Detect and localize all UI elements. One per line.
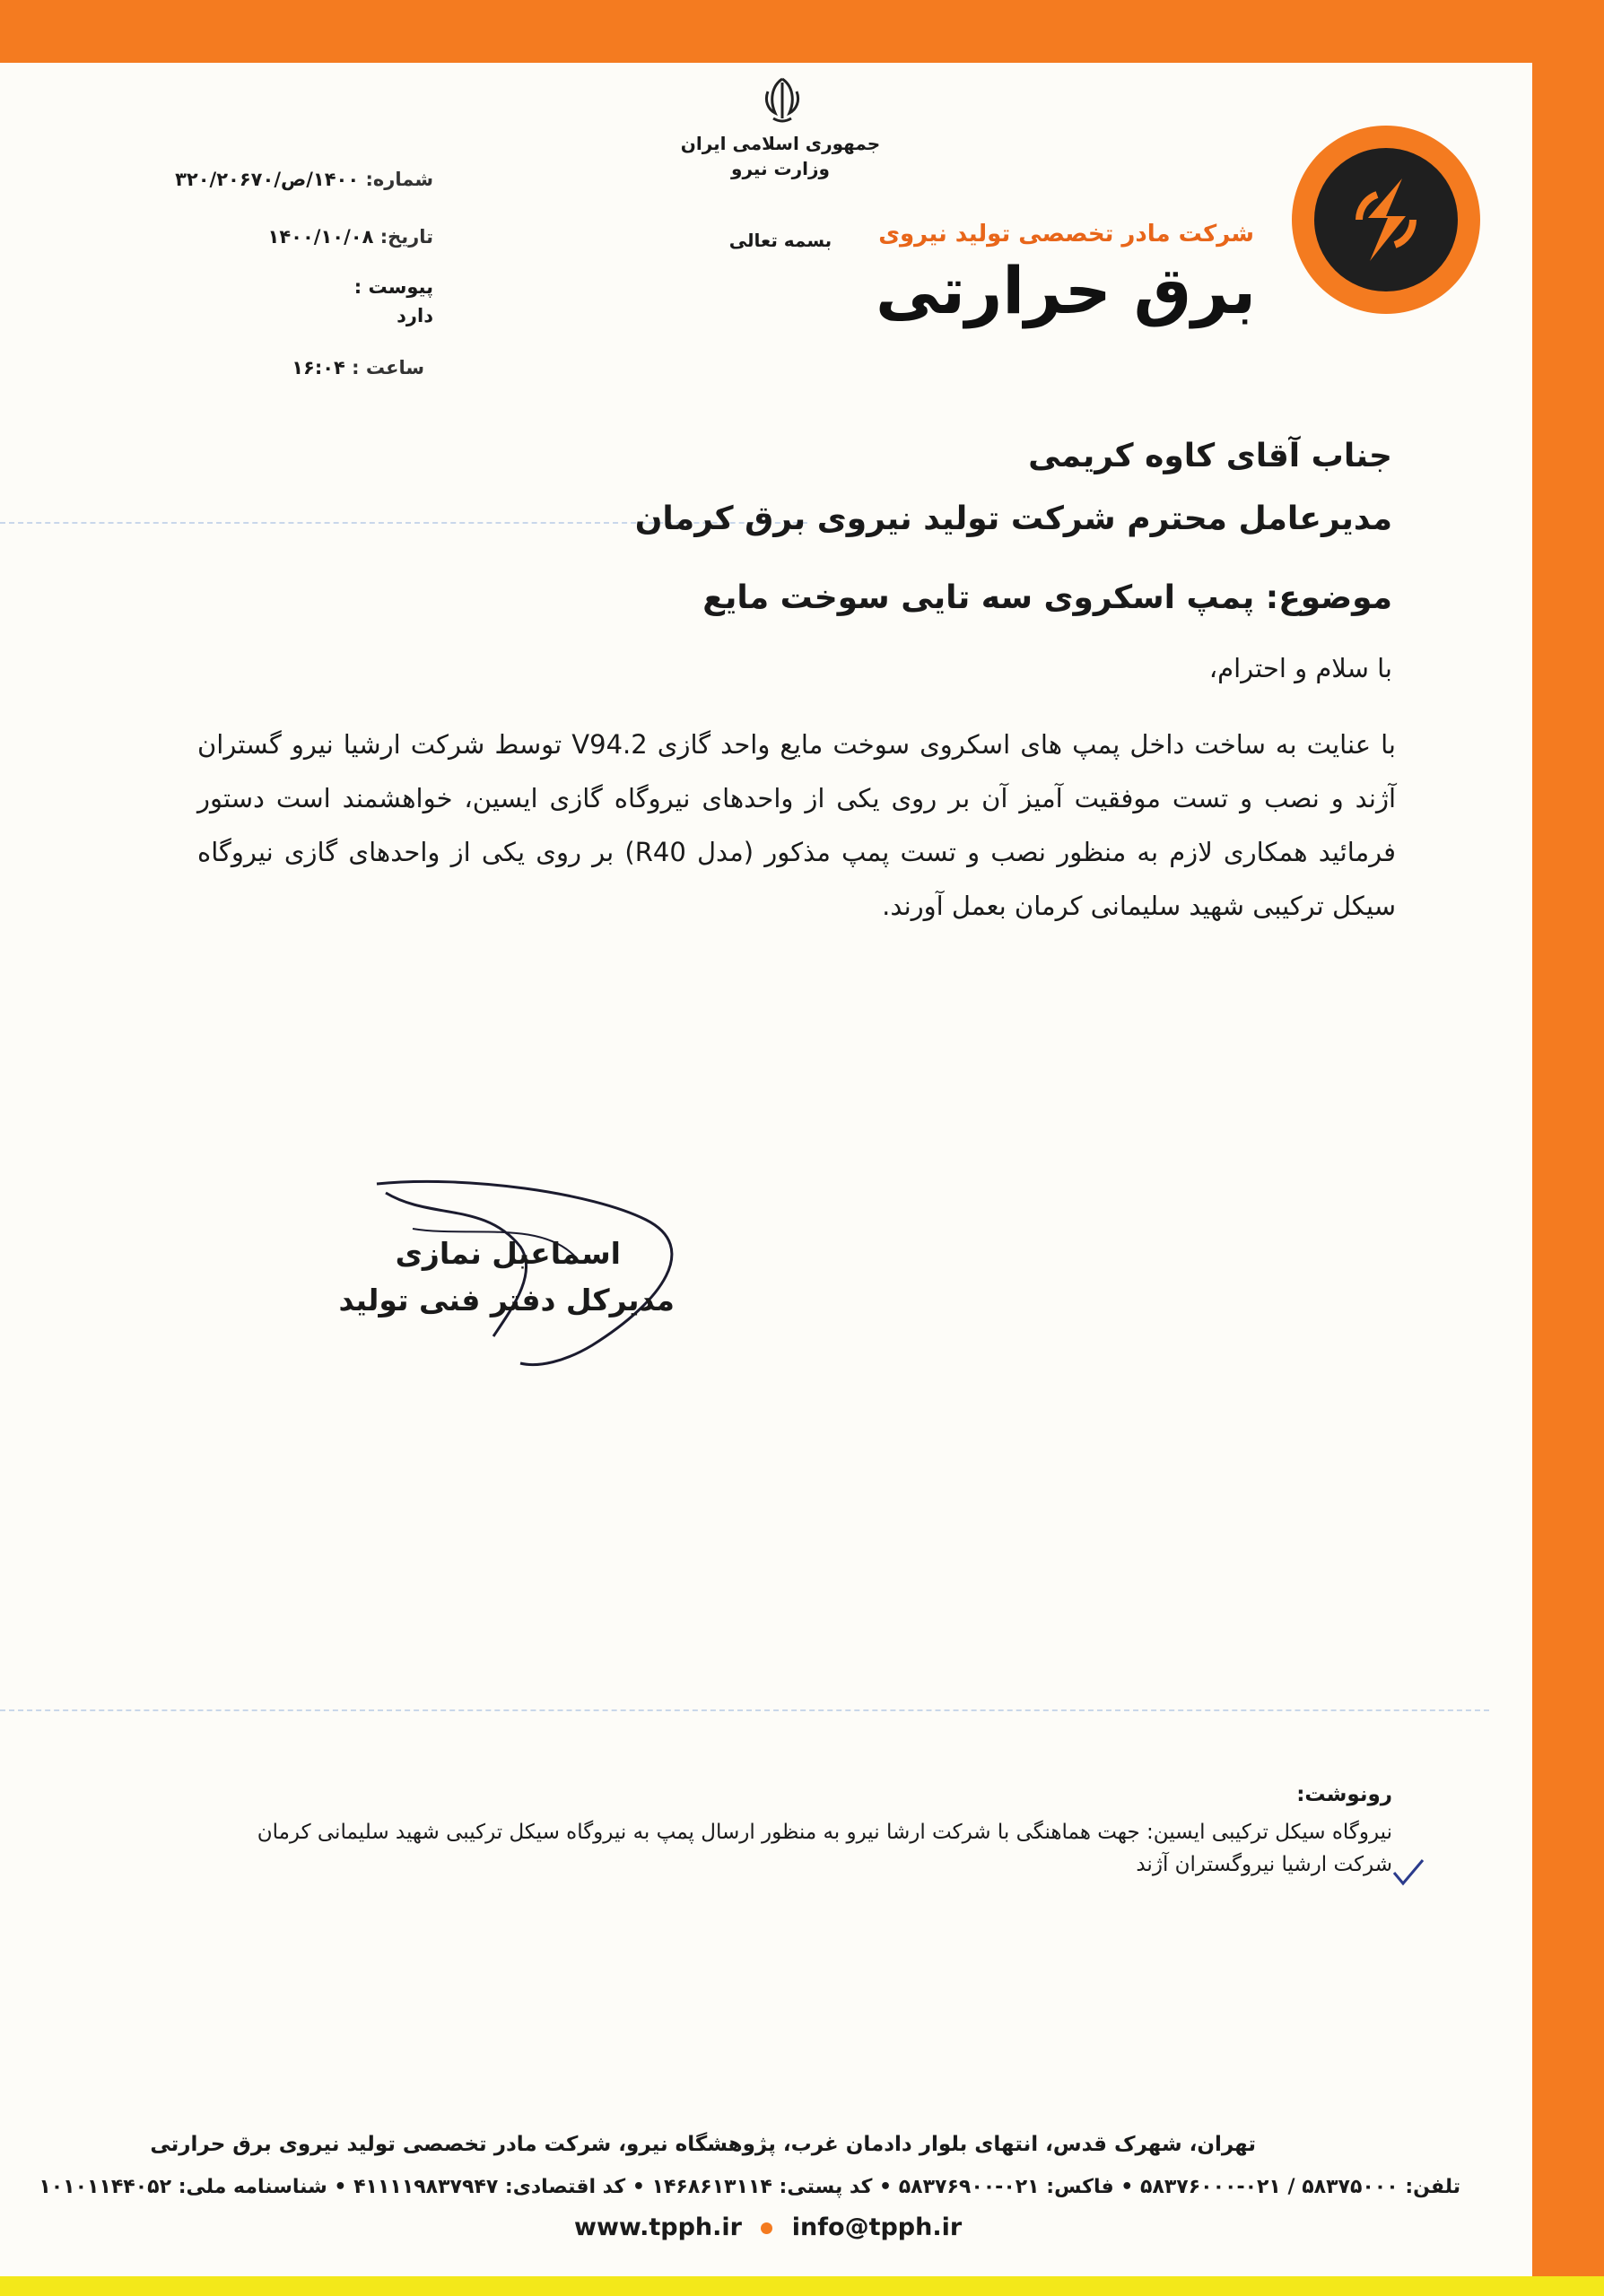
number-value: ۱۴۰۰/ص/۳۲۰/۲۰۶۷۰	[175, 169, 360, 190]
checkmark-icon	[1390, 1857, 1426, 1887]
signatory-title: مدیرکل دفتر فنی تولید	[338, 1283, 675, 1318]
iran-emblem-icon	[755, 74, 809, 127]
footer-contacts: تلفن: ۵۸۳۷۵۰۰۰ / ۰۲۱-۵۸۳۷۶۰۰۰ • فاکس: ۰۲۱-۵۸۳۷۶۹۰۰ • کد پستی: ۱۴۶۸۶۱۳۱۱۴ • کد اقتصادی: ۴۱۱۱۱۹۸۳۷۹۴۷ • شناسنامه ملی: ۱۰۱۰۱۱۴۴۰۵۲	[39, 2176, 1460, 2198]
logo-inner-disc	[1314, 148, 1458, 291]
letter-date	[268, 226, 433, 248]
footer-web	[574, 2213, 962, 2241]
addressee-position: مدیرعامل محترم شرکت تولید نیروی برق کرمان	[634, 500, 1392, 537]
letter-body: با عنایت به ساخت داخل پمپ های اسکروی سوخت مایع واحد گازی V94.2 توسط شرکت ارشیا نیرو گستران آژند و نصب و تست موفقیت آمیز آن بر روی یکی از واحدهای نیروگاه گازی ایسین، خواهشمند است دستور فرمائید همکاری لازم به منظور نصب و تست پمپ مذکور (مدل R40) بر روی یکی از واحدهای گازی نیروگاه سیکل ترکیبی شهید سلیمانی کرمان بعمل آورند.	[197, 729, 1396, 921]
company-subtitle: شرکت مادر تخصصی تولید نیروی	[878, 221, 1254, 248]
attachment-label: پیوست :	[353, 276, 433, 298]
website-link[interactable]: www.tpph.ir	[574, 2213, 742, 2241]
separator-dot	[761, 2222, 772, 2234]
gov-line-1: جمهوری اسلامی ایران	[680, 133, 881, 154]
yellow-frame-bottom	[0, 2276, 1604, 2296]
cc-heading: رونوشت:	[1296, 1783, 1392, 1806]
greeting: با سلام و احترام،	[1208, 653, 1392, 683]
cc-item: شرکت ارشیا نیروگستران آژند	[1136, 1853, 1392, 1876]
email-link[interactable]: info@tpph.ir	[791, 2213, 963, 2241]
orange-frame-right	[1532, 0, 1604, 2278]
subject: موضوع: پمپ اسکروی سه تایی سوخت مایع	[702, 579, 1392, 616]
addressee: جناب آقای کاوه کریمی	[1028, 438, 1392, 474]
time-label: ساعت :	[352, 357, 424, 378]
company-logo	[1292, 126, 1480, 314]
attachment-value: دارد	[397, 305, 433, 326]
orange-frame-top	[0, 0, 1604, 63]
letter-number	[175, 169, 433, 190]
time-value: ۱۶:۰۴	[292, 357, 345, 378]
signatory-name: اسماعیل نمازی	[395, 1236, 621, 1271]
lightning-s-icon	[1332, 166, 1440, 274]
number-label: شماره:	[365, 169, 433, 190]
bismillah: بسمه تعالی	[728, 230, 833, 251]
scan-line	[0, 1709, 1489, 1711]
company-name: برق حرارتی	[876, 253, 1256, 328]
date-value: ۱۴۰۰/۱۰/۰۸	[267, 226, 374, 248]
footer-address: تهران، شهرک قدس، انتهای بلوار دادمان غرب، پژوهشگاه نیرو، شرکت مادر تخصصی تولید نیروی برق حرارتی	[150, 2133, 1256, 2156]
letter-sheet	[0, 63, 1532, 2276]
date-label: تاریخ:	[379, 226, 433, 248]
gov-line-2: وزارت نیرو	[731, 158, 830, 179]
cc-item: نیروگاه سیکل ترکیبی ایسین: جهت هماهنگی با شرکت ارشا نیرو به منظور ارسال پمپ به نیروگاه سیکل ترکیبی شهید سلیمانی کرمان	[257, 1821, 1392, 1844]
letter-time	[292, 357, 424, 378]
